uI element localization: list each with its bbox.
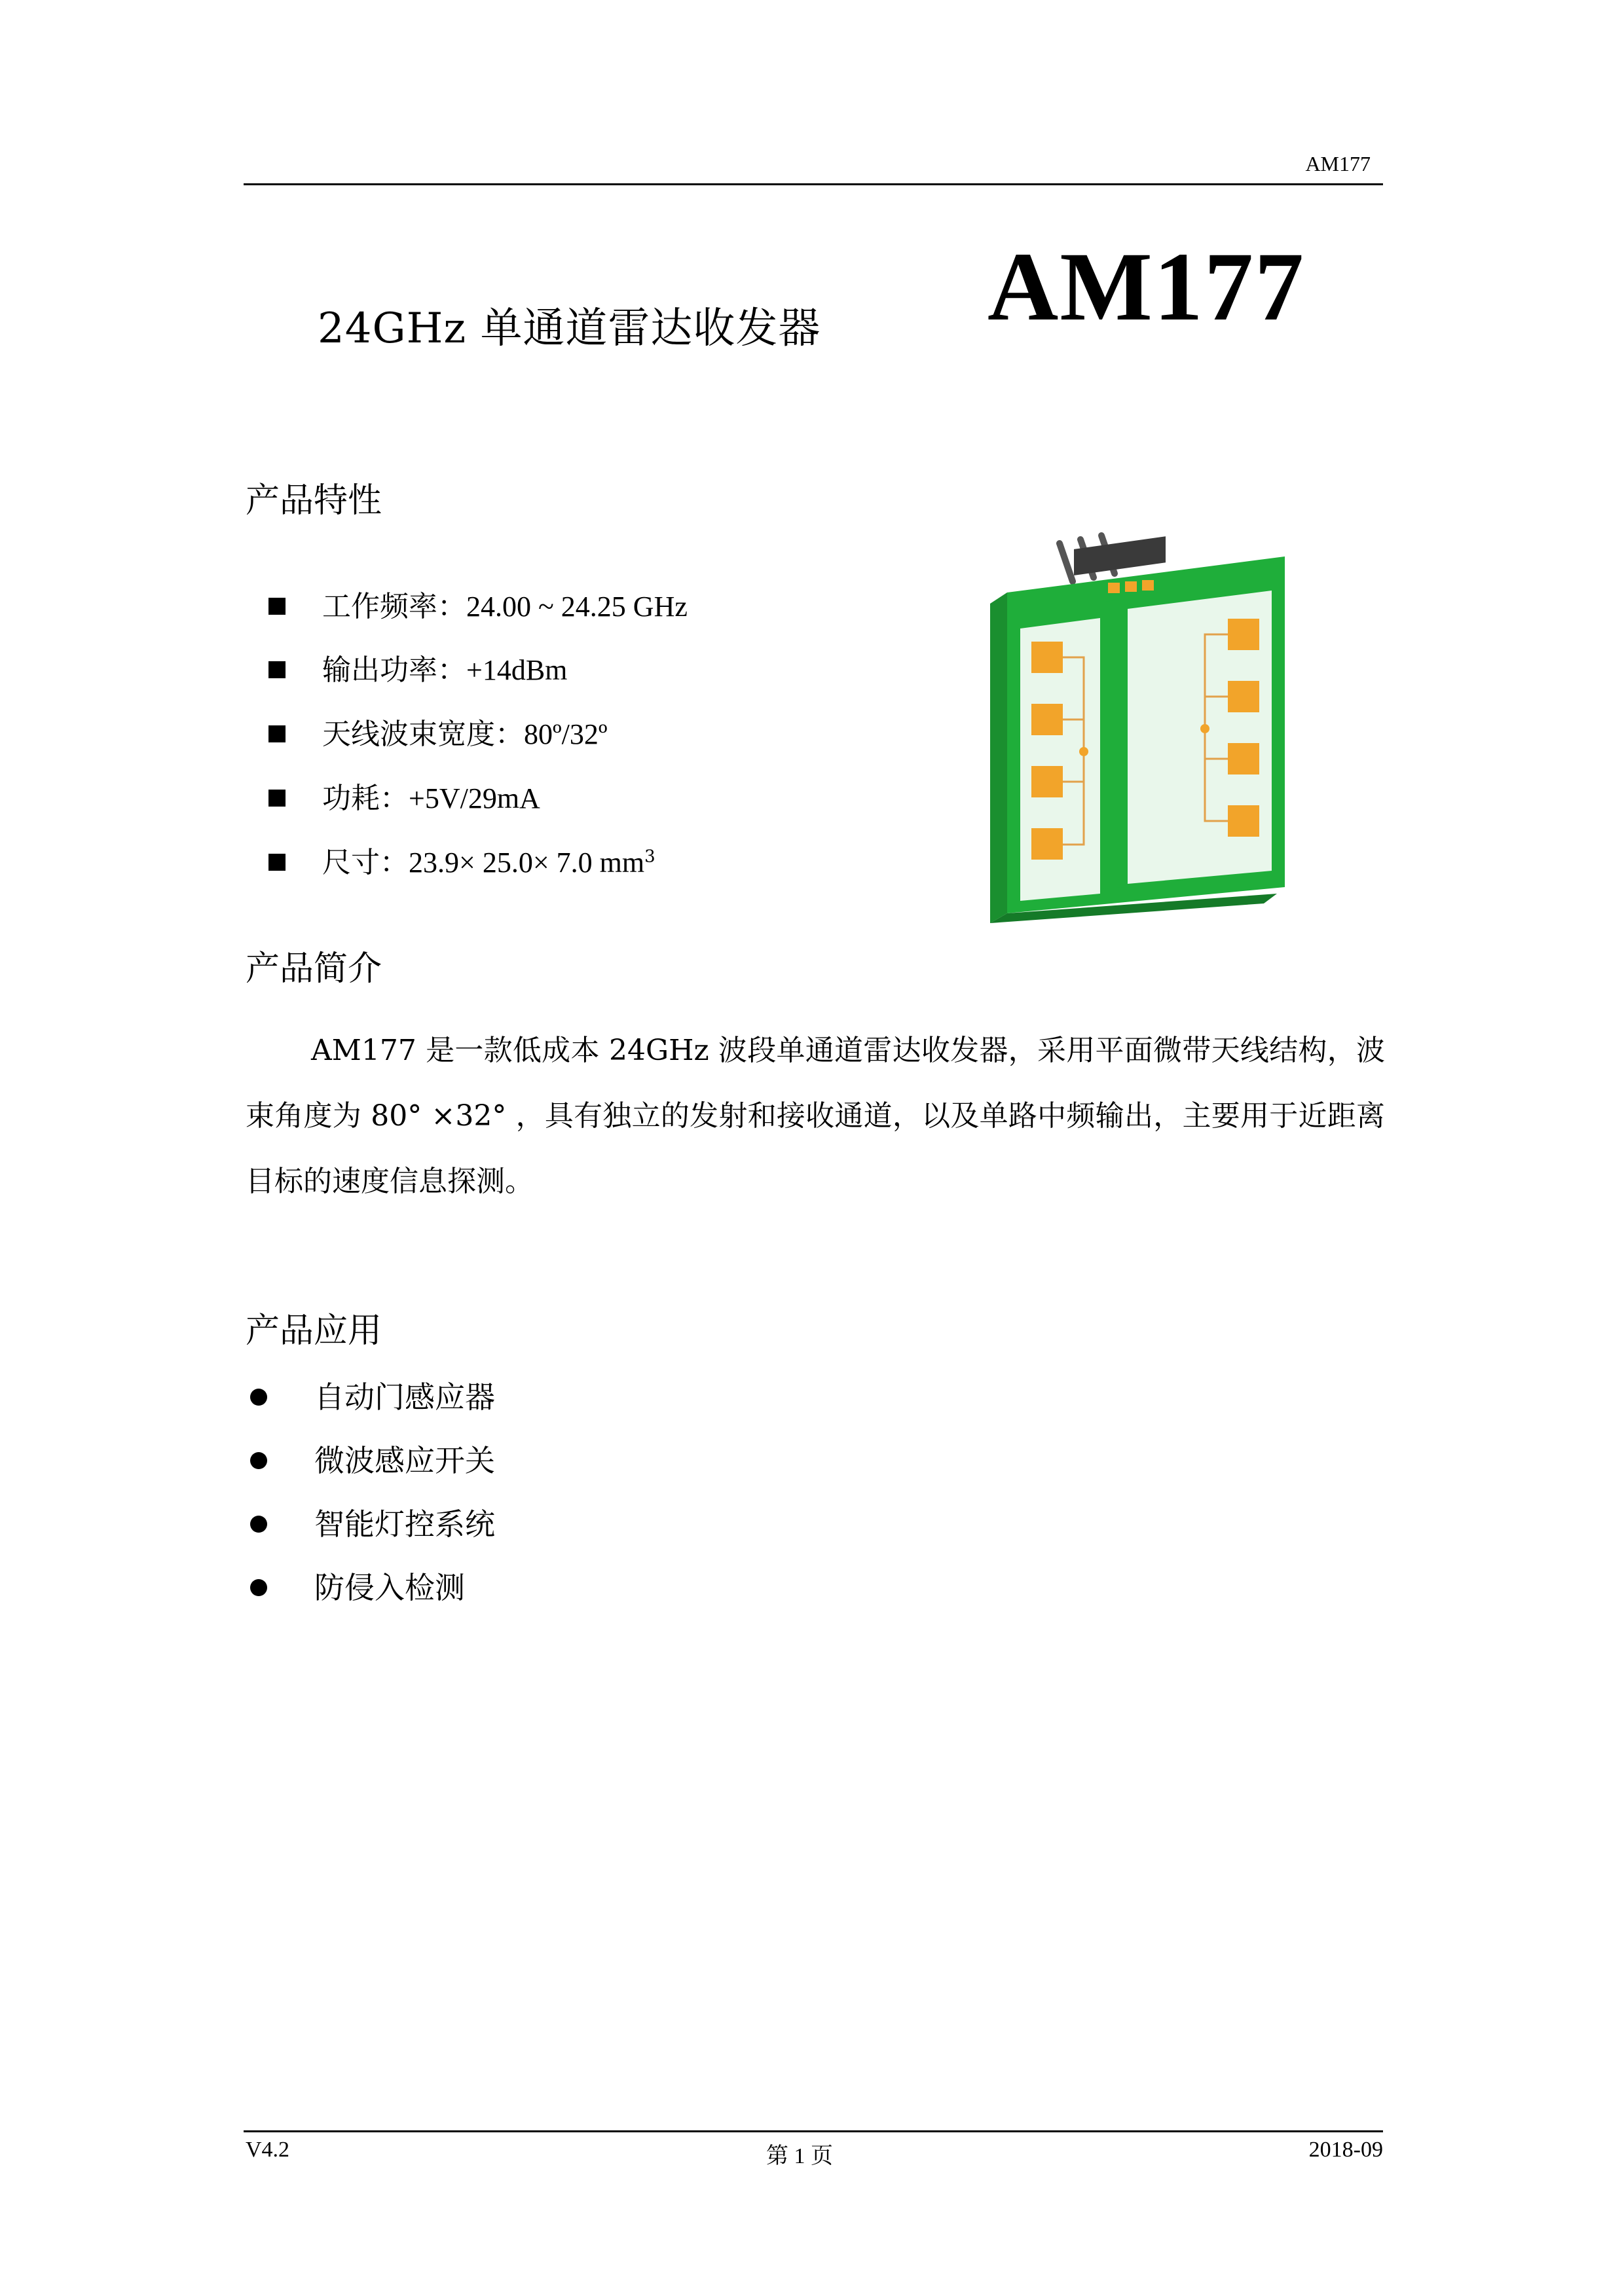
feature-item bbox=[268, 646, 567, 688]
bullet-square-icon bbox=[268, 854, 286, 871]
header-model: AM177 bbox=[1305, 152, 1371, 175]
bullet-square-icon bbox=[268, 725, 286, 742]
application-label: 微波感应开关 bbox=[314, 1443, 495, 1478]
radar-module-image bbox=[976, 530, 1297, 923]
feature-label: 输出功率： bbox=[322, 653, 466, 687]
bullet-dot-icon bbox=[250, 1389, 267, 1406]
feature-value: 23.9× 25.0× 7.0 mm bbox=[409, 847, 645, 879]
feature-value-superscript: 3 bbox=[644, 847, 655, 867]
feature-value: +14dBm bbox=[466, 654, 568, 686]
bullet-square-icon bbox=[268, 598, 286, 615]
feature-value: 80º/32º bbox=[524, 718, 608, 750]
feature-item bbox=[268, 583, 688, 625]
document-subtitle: 24GHz 单通道雷达收发器 bbox=[318, 304, 821, 353]
footer-date: 2018-09 bbox=[1308, 2138, 1383, 2162]
feature-item bbox=[268, 774, 540, 816]
intro-paragraph bbox=[246, 1018, 1385, 1214]
feature-value: 24.00 ~ 24.25 GHz bbox=[466, 591, 688, 623]
header-divider bbox=[244, 183, 1383, 185]
footer-page-number: 第 1 页 bbox=[766, 2144, 833, 2168]
application-item bbox=[250, 1374, 495, 1417]
feature-label: 尺寸： bbox=[322, 846, 409, 879]
intro-heading: 产品简介 bbox=[246, 949, 382, 989]
feature-label: 工作频率： bbox=[322, 590, 466, 623]
document-title: AM177 bbox=[987, 232, 1305, 341]
application-item bbox=[250, 1564, 465, 1607]
footer-divider bbox=[244, 2130, 1383, 2132]
application-label: 防侵入检测 bbox=[314, 1570, 465, 1605]
feature-label: 功耗： bbox=[322, 782, 409, 815]
feature-value: +5V/29mA bbox=[409, 782, 540, 814]
application-label: 自动门感应器 bbox=[314, 1379, 495, 1415]
bullet-square-icon bbox=[268, 790, 286, 807]
feature-item bbox=[268, 710, 608, 752]
bullet-dot-icon bbox=[250, 1579, 267, 1596]
application-item bbox=[250, 1437, 495, 1480]
bullet-dot-icon bbox=[250, 1452, 267, 1469]
bullet-dot-icon bbox=[250, 1516, 267, 1533]
intro-text: AM177 是一款低成本 24GHz 波段单通道雷达收发器，采用平面微带天线结构，波束角度为 80° ×32° ，具有独立的发射和接收通道，以及单路中频输出，主要用于近距离目标的速度信息探测。 bbox=[246, 1034, 1385, 1198]
application-label: 智能灯控系统 bbox=[314, 1506, 495, 1542]
feature-item bbox=[268, 839, 655, 881]
feature-label: 天线波束宽度： bbox=[322, 718, 524, 751]
features-heading: 产品特性 bbox=[246, 481, 382, 520]
bullet-square-icon bbox=[268, 661, 286, 678]
footer-version: V4.2 bbox=[246, 2138, 290, 2162]
applications-heading: 产品应用 bbox=[246, 1311, 382, 1351]
application-item bbox=[250, 1501, 495, 1544]
